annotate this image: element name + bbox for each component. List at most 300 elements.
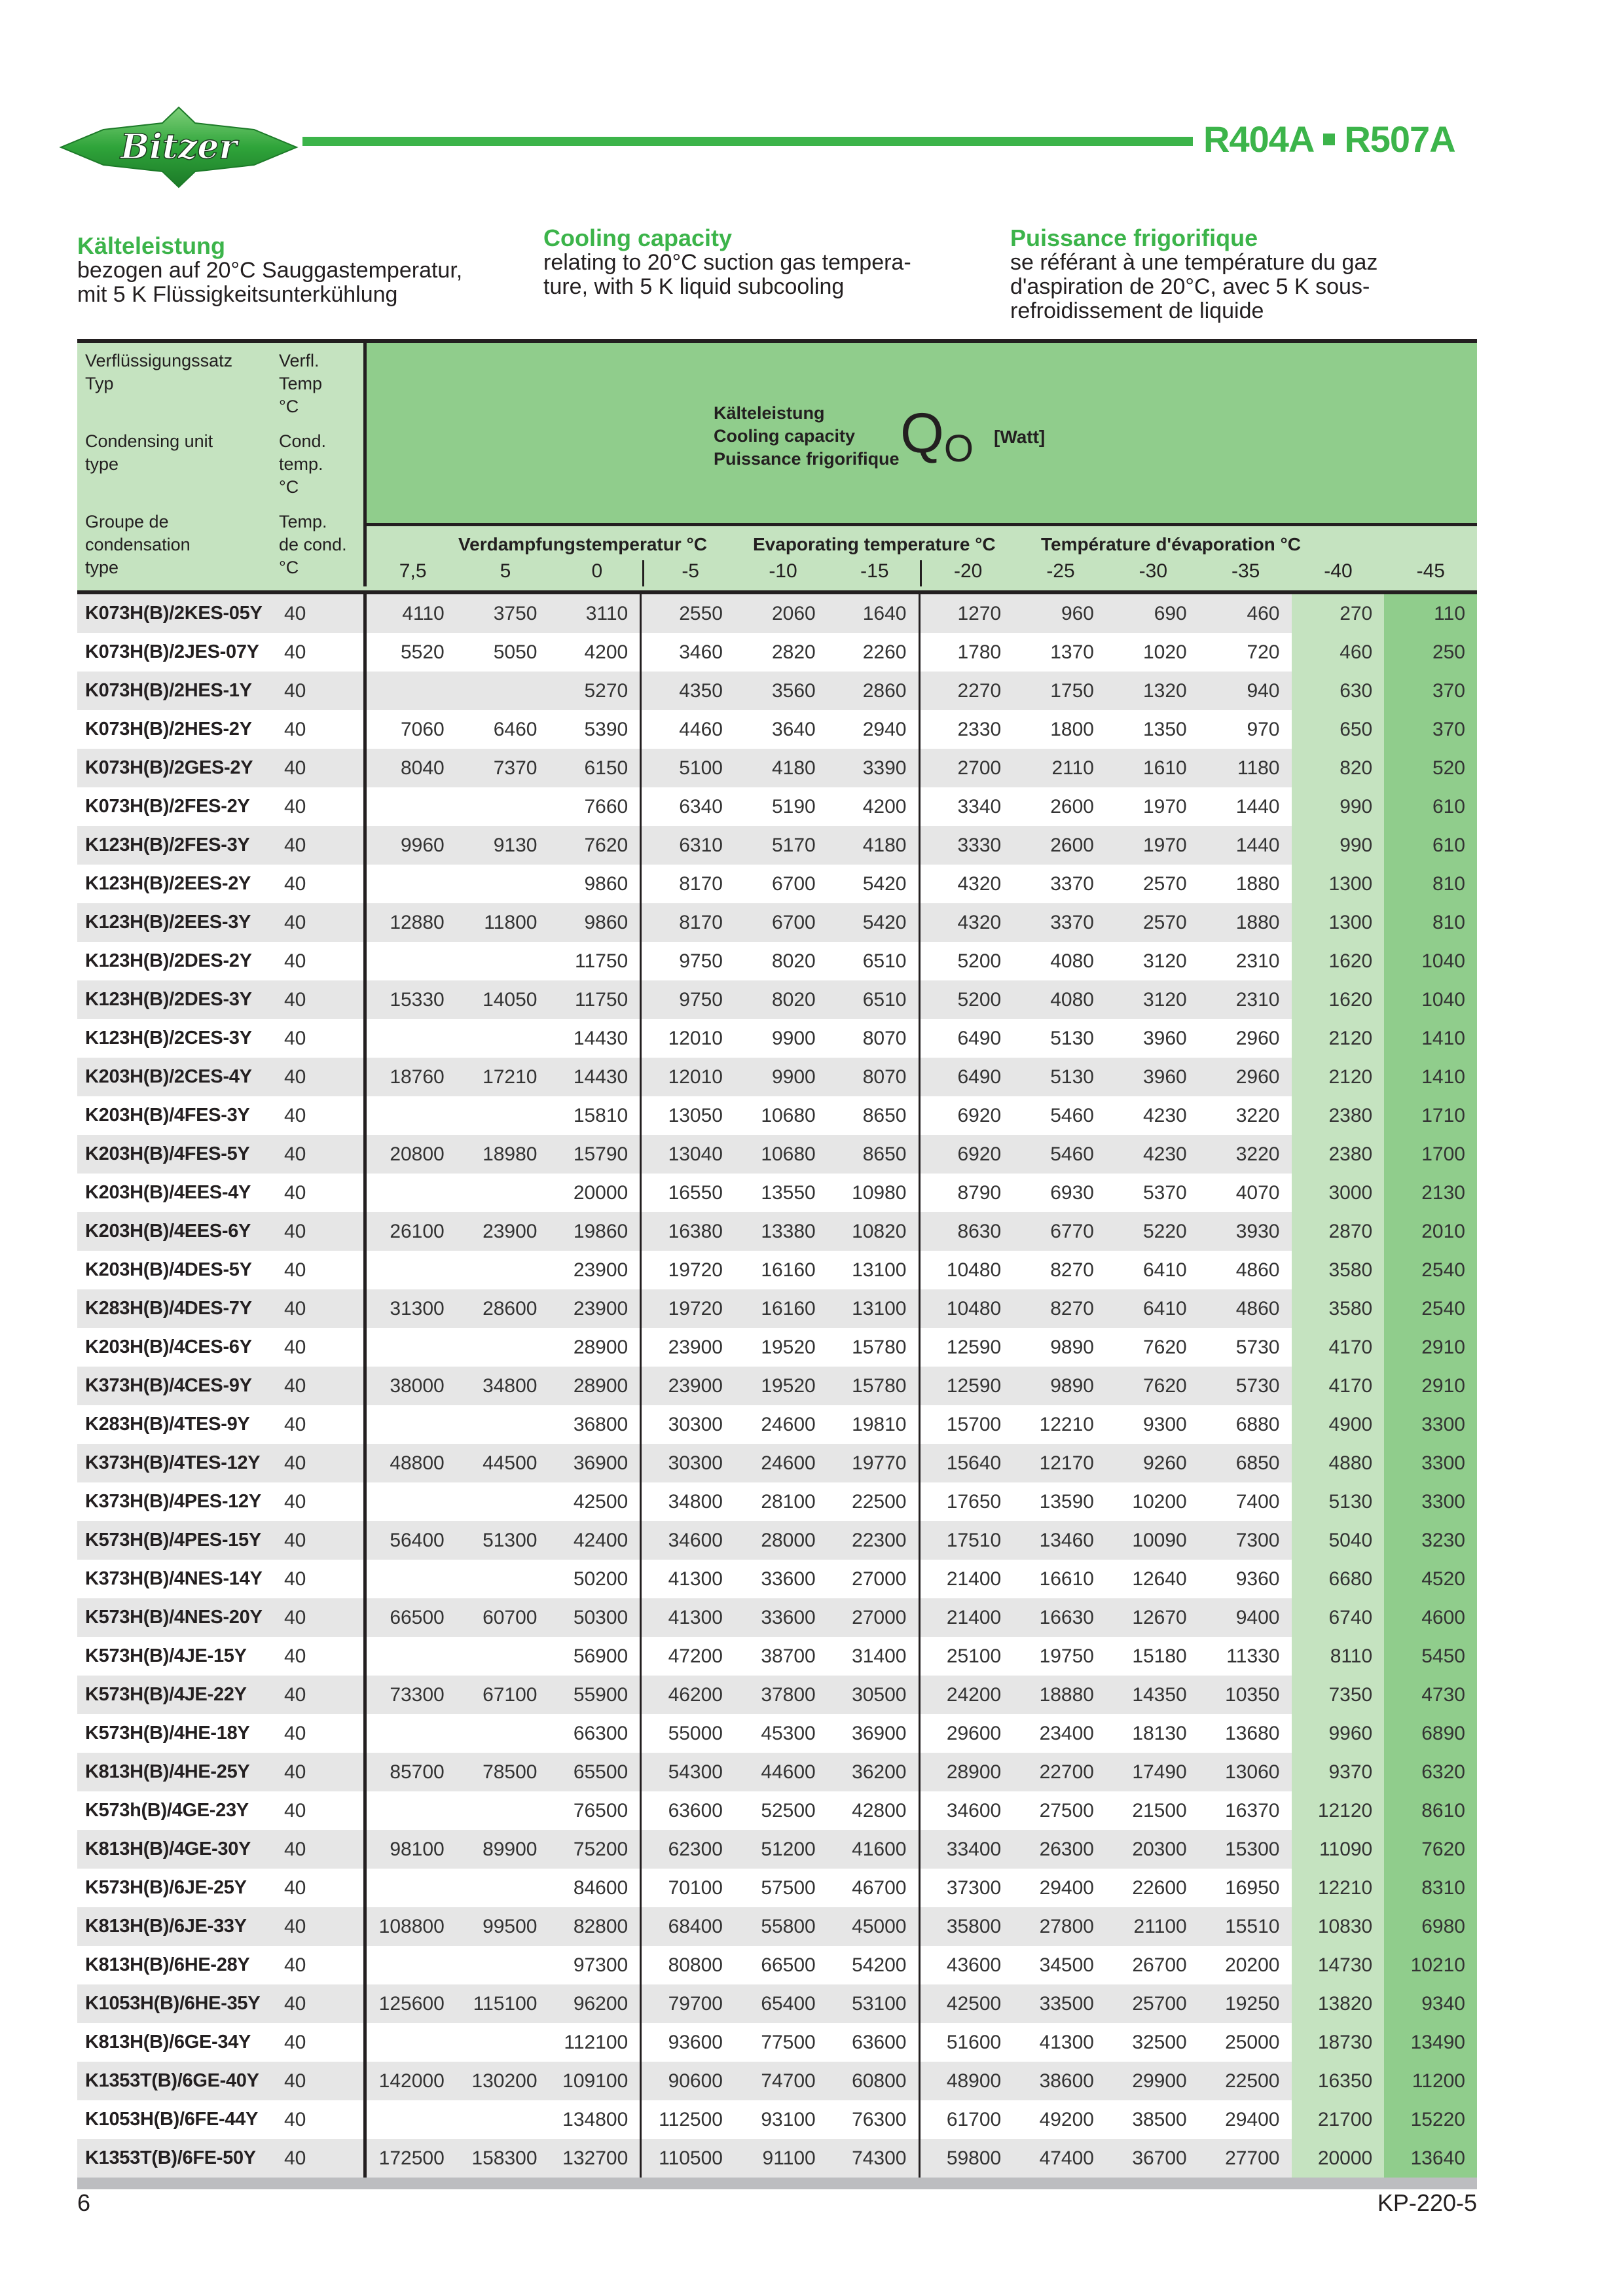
capacity-value: 1410: [1384, 1019, 1477, 1058]
unit-type: K073H(B)/2GES-2Y: [85, 757, 253, 778]
unit-type: K203H(B)/4DES-5Y: [85, 1259, 252, 1280]
capacity-value: 13490: [1384, 2023, 1477, 2062]
capacity-value: 4170: [1292, 1328, 1385, 1367]
capacity-value: 12880: [363, 903, 456, 942]
unit-type: K1053H(B)/6FE-44Y: [85, 2109, 259, 2130]
capacity-value: 10820: [828, 1212, 921, 1251]
capacity-value: 10680: [761, 1105, 816, 1126]
capacity-value: 47200: [668, 1645, 723, 1667]
condensing-temp: 40: [284, 1297, 306, 1319]
capacity-value: 5170: [772, 834, 816, 856]
capacity-value: 5420: [828, 903, 921, 942]
capacity-value: 23900: [549, 1289, 642, 1328]
column-header: 7,5: [399, 560, 427, 582]
capacity-value: 5730: [1235, 1336, 1280, 1358]
capacity-value: 7350: [1292, 1676, 1385, 1714]
capacity-value: 38000: [363, 1367, 456, 1405]
capacity-value: 17210: [483, 1066, 538, 1088]
capacity-value: 22500: [1225, 2070, 1280, 2092]
capacity-value: [363, 1405, 456, 1444]
capacity-value: 2860: [828, 672, 921, 710]
capacity-value: [363, 1096, 456, 1135]
capacity-value: 98100: [363, 1830, 456, 1869]
capacity-value: 14430: [549, 1058, 642, 1096]
header-type-en-1: Condensing unit: [85, 431, 213, 451]
capacity-value: 1320: [1143, 680, 1187, 702]
capacity-value: 34600: [668, 1530, 723, 1551]
unit-type: K203H(B)/4CES-6Y: [85, 1336, 252, 1357]
capacity-value: 19520: [761, 1375, 816, 1397]
refrigerant-r404a: R404A: [1203, 118, 1315, 160]
capacity-value: 6740: [1292, 1598, 1385, 1637]
capacity-value: 9400: [1235, 1607, 1280, 1628]
capacity-value: 5730: [1235, 1375, 1280, 1397]
capacity-value: [363, 672, 456, 710]
refrigerant-r507a: R507A: [1344, 118, 1455, 160]
capacity-value: 13820: [1292, 1984, 1385, 2023]
capacity-value: 13100: [828, 1251, 921, 1289]
capacity-value: 1180: [1237, 757, 1280, 779]
column-header: 5: [500, 560, 511, 582]
capacity-value: 109100: [549, 2062, 642, 2100]
capacity-value: 1700: [1384, 1135, 1477, 1174]
capacity-value: 720: [1247, 641, 1280, 663]
unit-type: K1353T(B)/6FE-50Y: [85, 2147, 256, 2168]
capacity-value: 13460: [1039, 1530, 1094, 1551]
capacity-value: 27000: [828, 1598, 921, 1637]
capacity-value: 3750: [493, 603, 538, 624]
capacity-value: 3960: [1143, 1028, 1187, 1049]
capacity-value: 1710: [1384, 1096, 1477, 1135]
capacity-value: 6700: [772, 912, 816, 933]
capacity-value: 21400: [946, 1607, 1002, 1628]
capacity-value: 1750: [1050, 680, 1094, 702]
capacity-value: 810: [1384, 865, 1477, 903]
capacity-value: 4110: [363, 594, 456, 633]
capacity-value: 125600: [363, 1984, 456, 2023]
capacity-value: [456, 1019, 549, 1058]
column-header: -15: [830, 560, 922, 586]
capacity-value: 5420: [828, 865, 921, 903]
capacity-value: 56900: [549, 1637, 642, 1676]
capacity-value: 9960: [363, 826, 456, 865]
table-row: [77, 865, 1477, 903]
svg-text:Bitzer: Bitzer: [120, 127, 237, 167]
capacity-value: 2270: [957, 680, 1002, 702]
table-row: [77, 1946, 1477, 1984]
capacity-value: 8650: [828, 1096, 921, 1135]
capacity-value: 28000: [761, 1530, 816, 1551]
capacity-value: 54300: [668, 1761, 723, 1783]
capacity-value: 5040: [1292, 1521, 1385, 1560]
capacity-value: 108800: [363, 1907, 456, 1946]
capacity-value: [363, 1637, 456, 1676]
capacity-value: 31300: [363, 1289, 456, 1328]
header-temp-de-2: Temp: [279, 374, 323, 393]
capacity-value: 4180: [772, 757, 816, 779]
capacity-value: [456, 787, 549, 826]
capacity-value: 6460: [493, 719, 538, 740]
capacity-value: 45300: [761, 1723, 816, 1744]
table-row: [77, 1405, 1477, 1444]
capacity-value: 110: [1384, 594, 1477, 633]
capacity-value: 16350: [1292, 2062, 1385, 2100]
capacity-value: 4880: [1292, 1444, 1385, 1482]
capacity-value: 11750: [549, 942, 642, 980]
capacity-symbol: $Q_O$: [900, 402, 974, 470]
capacity-value: 15330: [363, 980, 456, 1019]
capacity-value: 9300: [1143, 1414, 1187, 1435]
capacity-value: 73300: [363, 1676, 456, 1714]
capacity-value: 1020: [1143, 641, 1187, 663]
capacity-value: 17490: [1132, 1761, 1187, 1783]
table-row: [77, 1019, 1477, 1058]
capacity-value: 7620: [1143, 1336, 1187, 1358]
unit-type: K203H(B)/4FES-3Y: [85, 1105, 250, 1126]
capacity-value: 2570: [1143, 912, 1187, 933]
capacity-value: 1440: [1235, 796, 1280, 817]
document-code: KP-220-5: [1377, 2189, 1477, 2216]
table-row: [77, 1482, 1477, 1521]
capacity-value: 25100: [946, 1645, 1002, 1667]
capacity-value: 960: [1061, 603, 1094, 624]
table-row: [77, 2139, 1477, 2178]
capacity-value: 18760: [363, 1058, 456, 1096]
capacity-value: 6770: [1050, 1221, 1094, 1242]
capacity-value: 70100: [668, 1877, 723, 1899]
capacity-value: 2060: [772, 603, 816, 624]
capacity-value: 6880: [1235, 1414, 1280, 1435]
table-row: [77, 1367, 1477, 1405]
unit-type: K123H(B)/2CES-3Y: [85, 1028, 252, 1049]
capacity-value: 6920: [957, 1143, 1002, 1165]
unit-type: K813H(B)/6JE-33Y: [85, 1916, 247, 1937]
capacity-value: 20000: [1292, 2139, 1385, 2178]
capacity-value: 2120: [1292, 1058, 1385, 1096]
capacity-value: 9900: [772, 1066, 816, 1088]
capacity-value: 76500: [549, 1791, 642, 1830]
capacity-value: 3930: [1235, 1221, 1280, 1242]
capacity-value: 85700: [363, 1753, 456, 1791]
condensing-temp: 40: [284, 1336, 306, 1358]
refrigerant-title: [1203, 118, 1455, 160]
capacity-value: 99500: [483, 1916, 538, 1937]
table-row: [77, 1753, 1477, 1791]
capacity-value: [363, 1869, 456, 1907]
capacity-value: 12590: [946, 1375, 1002, 1397]
capacity-value: 1610: [1143, 757, 1187, 779]
capacity-value: 6700: [772, 873, 816, 895]
capacity-value: 4320: [957, 873, 1002, 895]
capacity-value: 690: [1154, 603, 1187, 624]
condensing-temp: 40: [284, 1915, 306, 1937]
capacity-value: 9360: [1235, 1568, 1280, 1590]
capacity-value: 4080: [1050, 950, 1094, 972]
capacity-value: 13060: [1225, 1761, 1280, 1783]
unit-type: K573H(B)/4PES-15Y: [85, 1530, 261, 1551]
column-header: 0: [552, 560, 644, 586]
unit-type: K073H(B)/2KES-05Y: [85, 603, 263, 624]
capacity-value: 270: [1292, 594, 1385, 633]
capacity-value: [456, 1251, 549, 1289]
capacity-value: 1300: [1292, 865, 1385, 903]
capacity-value: 62300: [668, 1839, 723, 1860]
capacity-value: 17650: [946, 1491, 1002, 1513]
table-row: [77, 1521, 1477, 1560]
condensing-temp: 40: [284, 1954, 306, 1976]
unit-type: K073H(B)/2JES-07Y: [85, 641, 259, 662]
capacity-value: 6680: [1292, 1560, 1385, 1598]
capacity-value: 9890: [1050, 1375, 1094, 1397]
capacity-value: 51300: [483, 1530, 538, 1551]
capacity-value: 3220: [1235, 1105, 1280, 1126]
evaporating-temp-header: [367, 526, 1477, 586]
condensing-temp: 40: [284, 1220, 306, 1242]
evap-label-fr: Température d'évaporation °C: [1041, 534, 1301, 554]
capacity-value: 1970: [1143, 834, 1187, 856]
capacity-value: 3390: [828, 749, 921, 787]
capacity-value: [456, 1869, 549, 1907]
capacity-value: 9960: [1292, 1714, 1385, 1753]
capacity-value: 53100: [828, 1984, 921, 2023]
capacity-value: 29900: [1132, 2070, 1187, 2092]
capacity-value: 5450: [1384, 1637, 1477, 1676]
capacity-value: 2010: [1384, 1212, 1477, 1251]
capacity-value: 93100: [761, 2109, 816, 2130]
table-row: [77, 1791, 1477, 1830]
capacity-value: 26300: [1039, 1839, 1094, 1860]
capacity-value: 22500: [828, 1482, 921, 1521]
capacity-value: 12010: [668, 1028, 723, 1049]
capacity-value: 1350: [1143, 719, 1187, 740]
capacity-value: 9370: [1292, 1753, 1385, 1791]
capacity-value: [363, 942, 456, 980]
capacity-value: 7300: [1235, 1530, 1280, 1551]
table-row: [77, 1058, 1477, 1096]
capacity-value: 36900: [828, 1714, 921, 1753]
table-row: [77, 787, 1477, 826]
capacity-label-fr: Puissance frigorifique: [714, 449, 900, 469]
capacity-value: 8170: [679, 873, 723, 895]
intro-line: refroidissement de liquide: [1010, 298, 1264, 323]
capacity-value: 29400: [1225, 2109, 1280, 2130]
capacity-value: 2540: [1384, 1289, 1477, 1328]
capacity-value: 5390: [549, 710, 642, 749]
capacity-value: 13680: [1225, 1723, 1280, 1744]
capacity-value: 4320: [957, 912, 1002, 933]
intro-heading-en: Cooling capacity: [543, 224, 733, 251]
capacity-value: 130200: [471, 2070, 538, 2092]
capacity-value: 8170: [679, 912, 723, 933]
capacity-value: [363, 1174, 456, 1212]
capacity-value: 3580: [1292, 1251, 1385, 1289]
capacity-value: 6410: [1143, 1259, 1187, 1281]
capacity-value: 3110: [549, 594, 642, 633]
capacity-value: 16550: [668, 1182, 723, 1204]
capacity-value: 51600: [946, 2032, 1002, 2053]
table-row: [77, 1135, 1477, 1174]
table-row: [77, 1251, 1477, 1289]
capacity-value: 1040: [1384, 980, 1477, 1019]
capacity-value: 3960: [1143, 1066, 1187, 1088]
intro-line: mit 5 K Flüssigkeitsunterkühlung: [77, 282, 398, 307]
capacity-value: 31400: [828, 1637, 921, 1676]
intro-english: [543, 226, 962, 299]
capacity-value: 4170: [1292, 1367, 1385, 1405]
capacity-value: 8270: [1050, 1298, 1094, 1319]
capacity-value: 2110: [1051, 757, 1094, 779]
capacity-value: 15780: [828, 1328, 921, 1367]
capacity-value: 27800: [1039, 1916, 1094, 1937]
capacity-value: 43600: [946, 1954, 1002, 1976]
capacity-value: 18980: [483, 1143, 538, 1165]
capacity-value: 29600: [946, 1723, 1002, 1744]
capacity-value: 5200: [957, 989, 1002, 1011]
capacity-value: 17510: [946, 1530, 1002, 1551]
capacity-value: 90600: [668, 2070, 723, 2092]
capacity-value: 15300: [1225, 1839, 1280, 1860]
capacity-value: 12120: [1292, 1791, 1385, 1830]
capacity-value: 14050: [483, 989, 538, 1011]
capacity-value: 10210: [1384, 1946, 1477, 1984]
capacity-value: [456, 672, 549, 710]
capacity-value: 460: [1247, 603, 1280, 624]
capacity-value: [456, 1637, 549, 1676]
table-row: [77, 1830, 1477, 1869]
capacity-value: 55000: [668, 1723, 723, 1744]
table-row: [77, 826, 1477, 865]
capacity-value: 3640: [772, 719, 816, 740]
capacity-value: 13100: [828, 1289, 921, 1328]
capacity-value: 23400: [1039, 1723, 1094, 1744]
capacity-value: 16610: [1039, 1568, 1094, 1590]
capacity-value: 27000: [828, 1560, 921, 1598]
capacity-value: 8020: [772, 989, 816, 1011]
condensing-temp: 40: [284, 1799, 306, 1821]
table-row: [77, 1598, 1477, 1637]
capacity-value: 1640: [828, 594, 921, 633]
capacity-value: 13040: [668, 1143, 723, 1165]
header-temp-fr-3: °C: [279, 558, 299, 577]
capacity-value: 41300: [1039, 2032, 1094, 2053]
capacity-value: 1370: [1050, 641, 1094, 663]
capacity-value: 19720: [668, 1259, 723, 1281]
capacity-value: [363, 787, 456, 826]
column-header: -5: [682, 560, 699, 582]
capacity-value: 23900: [668, 1336, 723, 1358]
capacity-value: 11090: [1292, 1830, 1385, 1869]
capacity-value: 16160: [761, 1298, 816, 1319]
capacity-value: 60700: [483, 1607, 538, 1628]
capacity-value: 29400: [1039, 1877, 1094, 1899]
capacity-value: 8310: [1384, 1869, 1477, 1907]
capacity-value: 52500: [761, 1800, 816, 1821]
capacity-value: 2540: [1384, 1251, 1477, 1289]
capacity-value: 18730: [1292, 2023, 1385, 2062]
capacity-value: 110500: [659, 2147, 723, 2169]
capacity-value: 19810: [828, 1405, 921, 1444]
capacity-value: 3230: [1384, 1521, 1477, 1560]
capacity-value: 3220: [1235, 1143, 1280, 1165]
capacity-value: 2910: [1384, 1328, 1477, 1367]
capacity-value: 13380: [761, 1221, 816, 1242]
capacity-value: 16630: [1039, 1607, 1094, 1628]
table-row: [77, 1212, 1477, 1251]
capacity-value: 13640: [1384, 2139, 1477, 2178]
capacity-value: 8790: [957, 1182, 1002, 1204]
capacity-value: [363, 2023, 456, 2062]
header-temp-en-1: Cond.: [279, 431, 327, 451]
capacity-value: 3300: [1384, 1444, 1477, 1482]
capacity-value: 10480: [946, 1259, 1002, 1281]
capacity-value: 2570: [1143, 873, 1187, 895]
capacity-value: 7660: [549, 787, 642, 826]
capacity-value: 15510: [1225, 1916, 1280, 1937]
table-row: [77, 594, 1477, 633]
capacity-value: 1440: [1235, 834, 1280, 856]
intro-line: relating to 20°C suction gas tempera-: [543, 250, 911, 275]
capacity-value: 630: [1292, 672, 1385, 710]
capacity-value: 6980: [1384, 1907, 1477, 1946]
capacity-value: 4600: [1384, 1598, 1477, 1637]
capacity-value: 370: [1384, 710, 1477, 749]
intro-heading-fr: Puissance frigorifique: [1010, 224, 1258, 251]
capacity-value: 13550: [761, 1182, 816, 1204]
capacity-value: 2380: [1292, 1096, 1385, 1135]
capacity-value: 2600: [1050, 796, 1094, 817]
capacity-value: 8270: [1050, 1259, 1094, 1281]
capacity-value: 5520: [363, 633, 456, 672]
capacity-value: 5100: [679, 757, 723, 779]
capacity-value: 6410: [1143, 1298, 1187, 1319]
capacity-value: 810: [1384, 903, 1477, 942]
capacity-value: 3300: [1384, 1482, 1477, 1521]
capacity-value: 67100: [483, 1684, 538, 1706]
capacity-value: 4200: [828, 787, 921, 826]
unit-type: K1353T(B)/6GE-40Y: [85, 2070, 259, 2091]
table-row: [77, 672, 1477, 710]
table-row: [77, 980, 1477, 1019]
table-row: [77, 710, 1477, 749]
capacity-value: 47400: [1039, 2147, 1094, 2169]
capacity-value: 650: [1292, 710, 1385, 749]
capacity-value: 1270: [957, 603, 1002, 624]
capacity-value: 36200: [828, 1753, 921, 1791]
capacity-value: [363, 1328, 456, 1367]
capacity-value: 112100: [549, 2023, 642, 2062]
capacity-value: 11330: [1226, 1645, 1280, 1667]
capacity-value: 6150: [549, 749, 642, 787]
capacity-value: 2960: [1235, 1028, 1280, 1049]
capacity-value: 36900: [549, 1444, 642, 1482]
condensing-temp: 40: [284, 1066, 306, 1088]
unit-type: K123H(B)/2FES-3Y: [85, 834, 250, 855]
capacity-value: 610: [1384, 787, 1477, 826]
capacity-value: 19770: [828, 1444, 921, 1482]
capacity-value: 30300: [668, 1414, 723, 1435]
condensing-temp: 40: [284, 1992, 306, 2015]
capacity-value: 940: [1247, 680, 1280, 702]
capacity-value: 44600: [761, 1761, 816, 1783]
table-row: [77, 1676, 1477, 1714]
capacity-value: 18130: [1132, 1723, 1187, 1744]
capacity-value: 5370: [1143, 1182, 1187, 1204]
capacity-value: 32500: [1132, 2032, 1187, 2053]
capacity-value: 16950: [1225, 1877, 1280, 1899]
capacity-value: 75200: [549, 1830, 642, 1869]
table-row: [77, 1096, 1477, 1135]
capacity-value: 2600: [1050, 834, 1094, 856]
